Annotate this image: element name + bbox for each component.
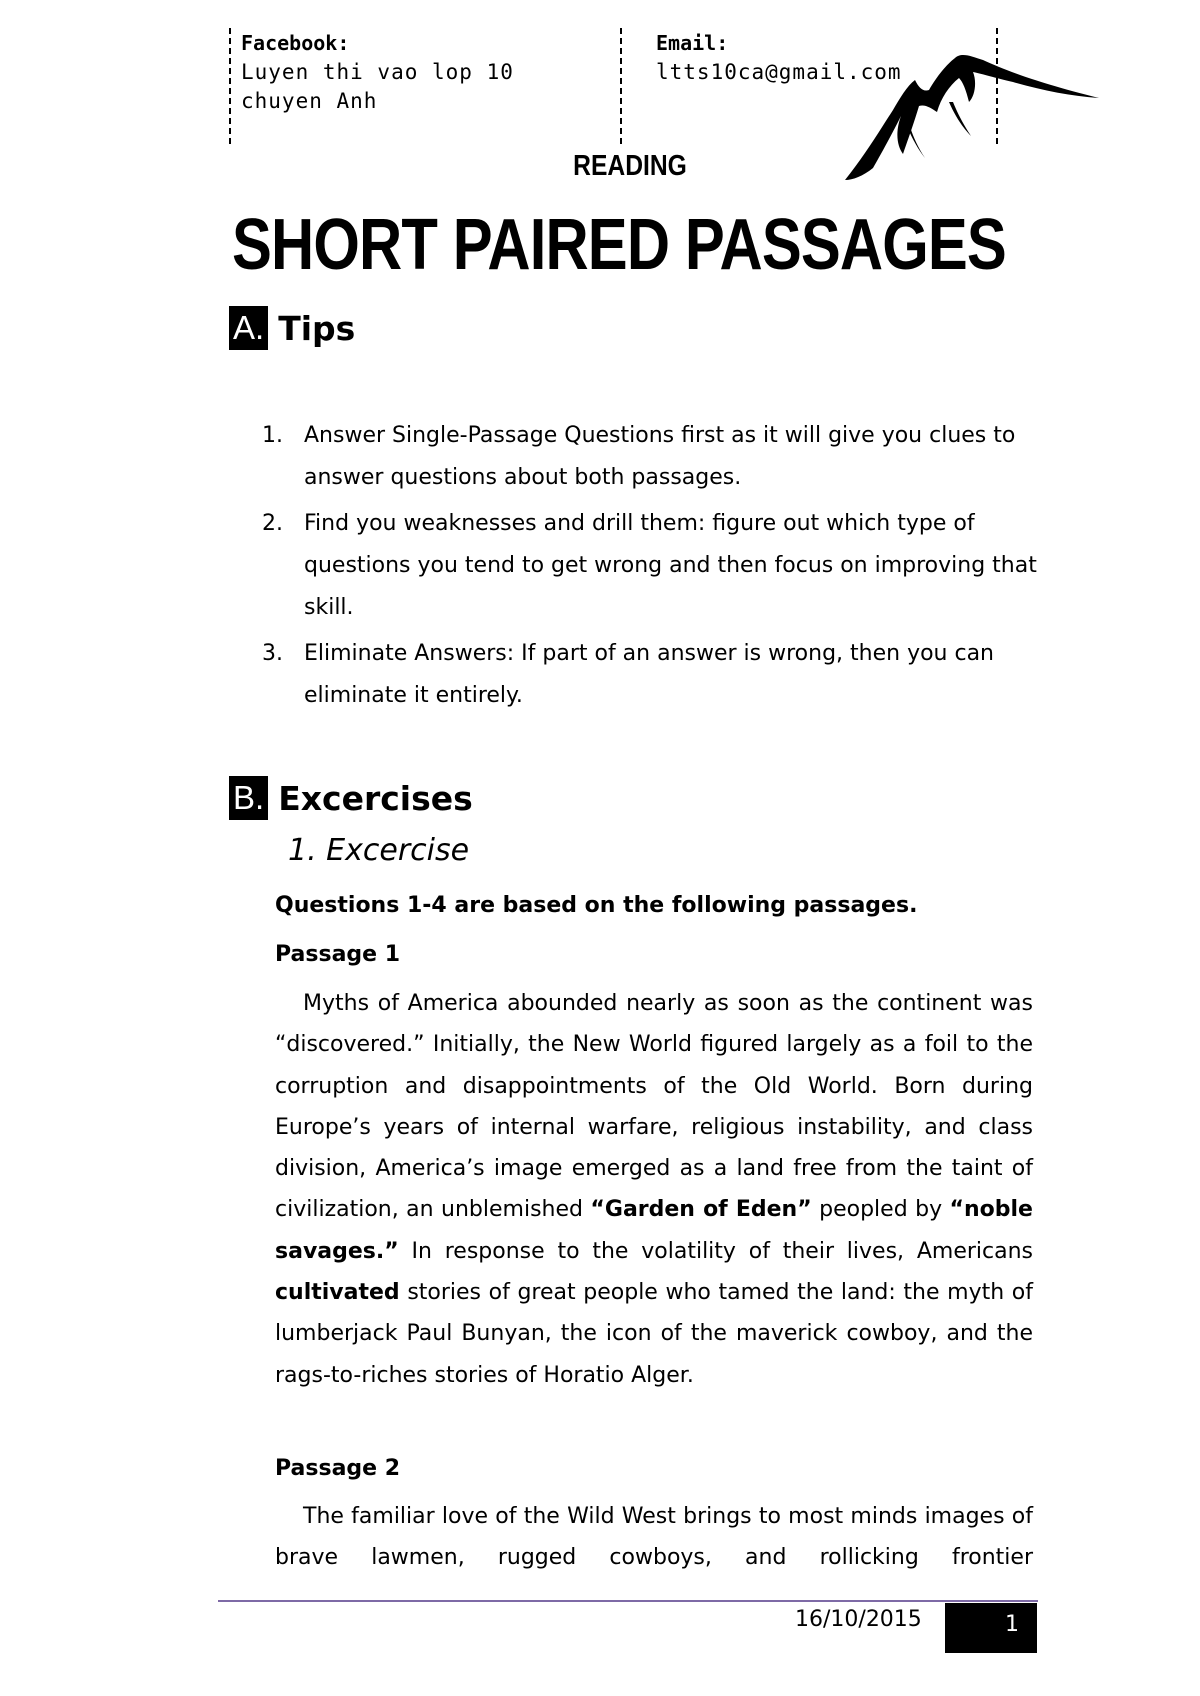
footer-date: 16/10/2015 — [795, 1607, 922, 1632]
facebook-value-line2: chuyen Anh — [241, 89, 378, 113]
facebook-value-line1: Luyen thi vao lop 10 — [241, 60, 514, 84]
list-item — [262, 415, 1042, 499]
page-title: SHORT PAIRED PASSAGES — [232, 205, 1006, 285]
tip-text: Eliminate Answers: If part of an answer is wrong, then you can eliminate it entirely. — [304, 641, 995, 708]
facebook-block — [241, 28, 611, 142]
passage2-text: The familiar love of the Wild West brings to most minds images of brave lawmen, rugged cowboys, and rollicking frontier — [275, 1504, 1033, 1571]
emphasis-garden-of-eden: “Garden of Eden” — [590, 1197, 812, 1223]
passage2-label: Passage 2 — [275, 1456, 401, 1481]
header-divider — [620, 28, 622, 144]
footer-rule — [218, 1600, 1038, 1602]
tip-text: Answer Single-Passage Questions first as it will give you clues to answer questions about both passages. — [304, 423, 1016, 490]
facebook-label: Facebook: — [241, 31, 350, 55]
tip-number: 1. — [262, 423, 283, 448]
tips-list — [262, 415, 1042, 721]
list-item — [262, 633, 1042, 717]
header-divider — [229, 28, 231, 144]
page-number: 1 — [945, 1603, 1037, 1653]
emphasis-noble-savages: “noble savages.” — [275, 1197, 1033, 1264]
section-a-letter: A. — [229, 306, 268, 350]
section-a-heading — [229, 305, 355, 351]
tip-text: Find you weaknesses and drill them: figure out which type of questions you tend to get wrong and then focus on improving that skill. — [304, 511, 1037, 620]
email-label: Email: — [656, 31, 729, 55]
tip-number: 3. — [262, 641, 283, 666]
section-kicker: READING — [573, 150, 687, 182]
email-value: ltts10ca@gmail.com — [656, 60, 902, 84]
section-b-letter: B. — [229, 776, 268, 820]
questions-instructions: Questions 1-4 are based on the following passages. — [275, 893, 918, 918]
emphasis-cultivated: cultivated — [275, 1280, 400, 1306]
section-b-heading — [229, 775, 473, 821]
exercise-subheading: 1. Excercise — [288, 833, 470, 868]
passage1-text: Myths of America abounded nearly as soon as the continent was “discovered.” Initially, the New World figured largely as a foil to the corruption and disappointments of the Old World. Born during Europe’s years of internal warfare, religious instability, and class division, America’s image emerged as a land free from the taint of civilization, an unblemished “Garden of Eden” peopled by “noble savages.” In response to the volatility of their lives, Americans cultivated stories of great people who tamed the land: the myth of lumberjack Paul Bunyan, the icon of the maverick cowboy, and the rags-to-riches stories of Horatio Alger. — [275, 991, 1033, 1388]
list-item — [262, 503, 1042, 629]
section-a-title: Tips — [278, 308, 356, 348]
passage1-label: Passage 1 — [275, 942, 401, 967]
tip-number: 2. — [262, 511, 283, 536]
section-b-title: Excercises — [278, 778, 473, 818]
